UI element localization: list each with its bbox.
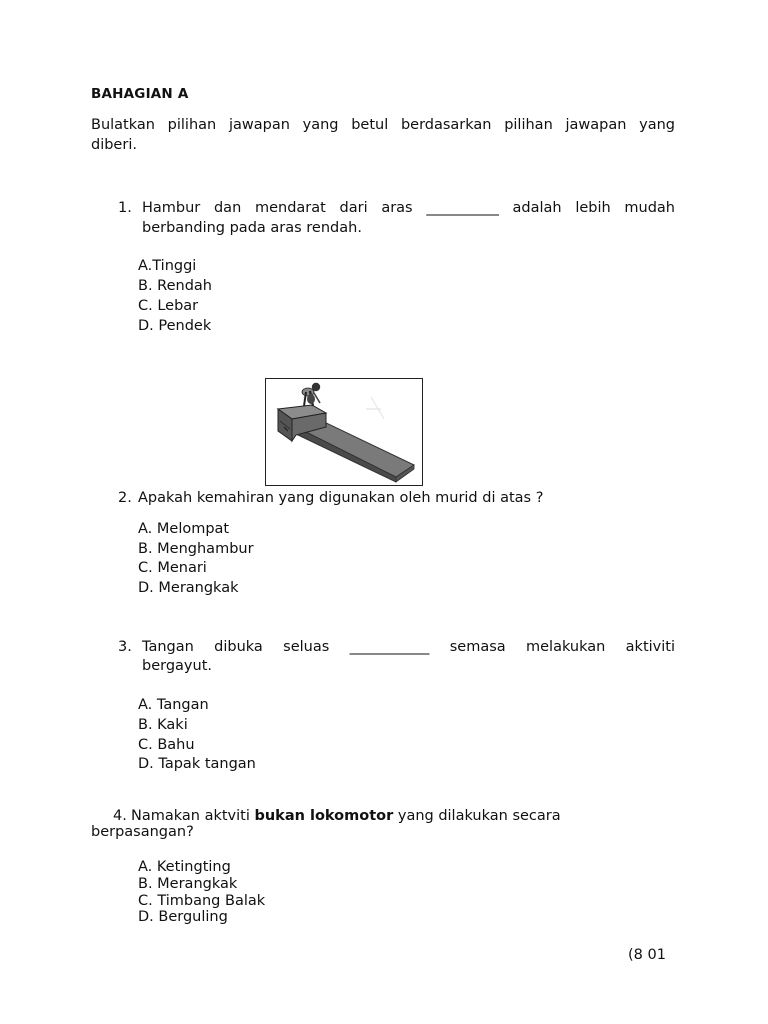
option-b[interactable]: B. Merangkak [138,876,238,892]
question-2-figure [265,378,423,486]
option-a[interactable]: A. Ketingting [138,859,231,875]
question-text-post: yang dilakukan secara [393,808,561,824]
question-text-line-1 [131,807,561,825]
option-c[interactable]: C. Lebar [138,298,199,314]
option-d[interactable]: D. Tapak tangan [138,756,256,772]
option-c[interactable]: C. Timbang Balak [138,893,266,909]
option-d[interactable]: D. Pendek [138,318,212,334]
question-number: 1. [118,200,132,216]
question-number: 3. [118,639,132,655]
question-text-line-2: berbanding pada aras rendah. [142,220,362,236]
option-b[interactable]: B. Menghambur [138,541,254,557]
option-a[interactable]: A.Tinggi [138,258,197,274]
option-d[interactable]: D. Berguling [138,909,228,925]
option-c[interactable]: C. Menari [138,560,207,576]
question-text-line-2: bergayut. [142,658,212,674]
question-number: 2. [118,490,132,506]
instruction-line-2: diberi. [91,137,137,153]
question-text-line-1: Apakah kemahiran yang digunakan oleh murid di atas ? [138,490,544,506]
question-text-line-1: Tangan dibuka seluas ___________ semasa melakukan aktiviti [142,639,675,655]
section-heading: BAHAGIAN A [91,86,189,102]
vaulting-box-icon [266,379,421,484]
question-text-bold: bukan lokomotor [254,808,394,824]
question-number: 4. [113,808,127,824]
option-a[interactable]: A. Tangan [138,697,209,713]
question-text-line-2: berpasangan? [91,824,194,840]
option-a[interactable]: A. Melompat [138,521,230,537]
question-text-line-1: Hambur dan mendarat dari aras __________ adalah lebih mudah [142,200,675,216]
question-text-pre: Namakan aktviti [131,808,255,824]
option-b[interactable]: B. Rendah [138,278,212,294]
option-c[interactable]: C. Bahu [138,737,195,753]
instruction-line-1: Bulatkan pilihan jawapan yang betul berdasarkan pilihan jawapan yang [91,117,675,133]
score-label: (8 01 [628,947,666,963]
option-d[interactable]: D. Merangkak [138,580,239,596]
option-b[interactable]: B. Kaki [138,717,188,733]
